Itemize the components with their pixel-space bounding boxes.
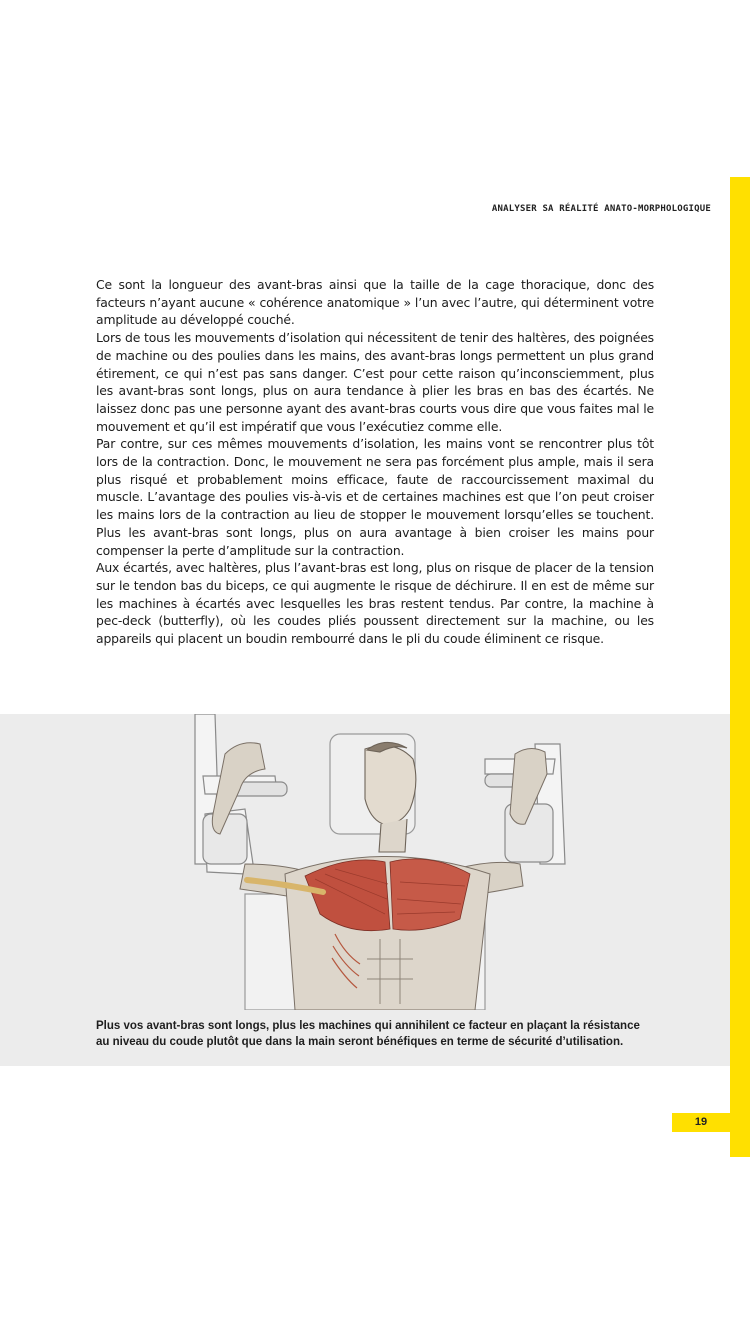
running-head: ANALYSER SA RÉALITÉ ANATO-MORPHOLOGIQUE	[491, 204, 711, 214]
paragraph-2: Lors de tous les mouvements d’isolation qui nécessitent de tenir des haltères, des poignées de machine ou des poulies dans les mains, des avant-bras longs permettent un plus grand étirement, ce qui n’est pas sans danger. C’est pour cette raison qu’inconsciemment, plus les avant-bras sont longs, plus on aura tendance à plier les bras en bas des écartés. Ne laissez donc pas une personne ayant des avant-bras courts vous dire que vous faites mal le mouvement et qu’il est impératif que vous l’exécutiez comme elle.	[96, 330, 654, 434]
machine-frame-left	[195, 714, 287, 874]
paragraph-4: Aux écartés, avec haltères, plus l’avant-bras est long, plus on risque de placer de la tension sur le tendon bas du biceps, ce qui augmente le risque de déchirure. Il en est de même sur les machines à écartés avec lesquelles les bras restent tendus. Par contre, la machine à pec-deck (butterfly), où les coudes pliés poussent directement sur la machine, ou les appareils qui placent un boudin rembourré dans le pli du coude éliminent ce risque.	[96, 560, 654, 647]
caption-line-1: Plus vos avant-bras sont longs, plus les machines qui annihilent ce facteur en plaçant la résistance	[96, 1020, 640, 1032]
figure-panel	[0, 714, 730, 1066]
pec-deck-illustration	[185, 714, 585, 1010]
paragraph-3: Par contre, sur ces mêmes mouvements d’isolation, les mains vont se rencontrer plus tôt lors de la contraction. Donc, le mouvement ne sera pas forcément plus ample, mais il sera plus risqué et probablement moins efficace, faute de raccourcissement maximal du muscle. L’avantage des poulies vis-à-vis et de certaines machines est que l’on peut croiser les mains lors de la contraction au lieu de stopper le mouvement lorsqu’elles se touchent. Plus les avant-bras sont longs, plus on aura avantage à bien croiser les mains pour compenser la perte d’amplitude sur la contraction.	[96, 436, 654, 558]
page-number: 19	[672, 1113, 730, 1132]
head	[365, 742, 416, 852]
figure-caption	[96, 1019, 656, 1050]
paragraph-1: Ce sont la longueur des avant-bras ainsi que la taille de la cage thoracique, donc des facteurs n’ayant aucune « cohérence anatomique » l’un avec l’autre, qui déterminent votre amplitude au développé couché.	[96, 277, 654, 328]
body-text	[96, 276, 654, 648]
caption-line-2: au niveau du coude plutôt que dans la main seront bénéfiques en terme de sécurité d’utilisation.	[96, 1035, 624, 1048]
yellow-margin-bar	[730, 177, 750, 1157]
